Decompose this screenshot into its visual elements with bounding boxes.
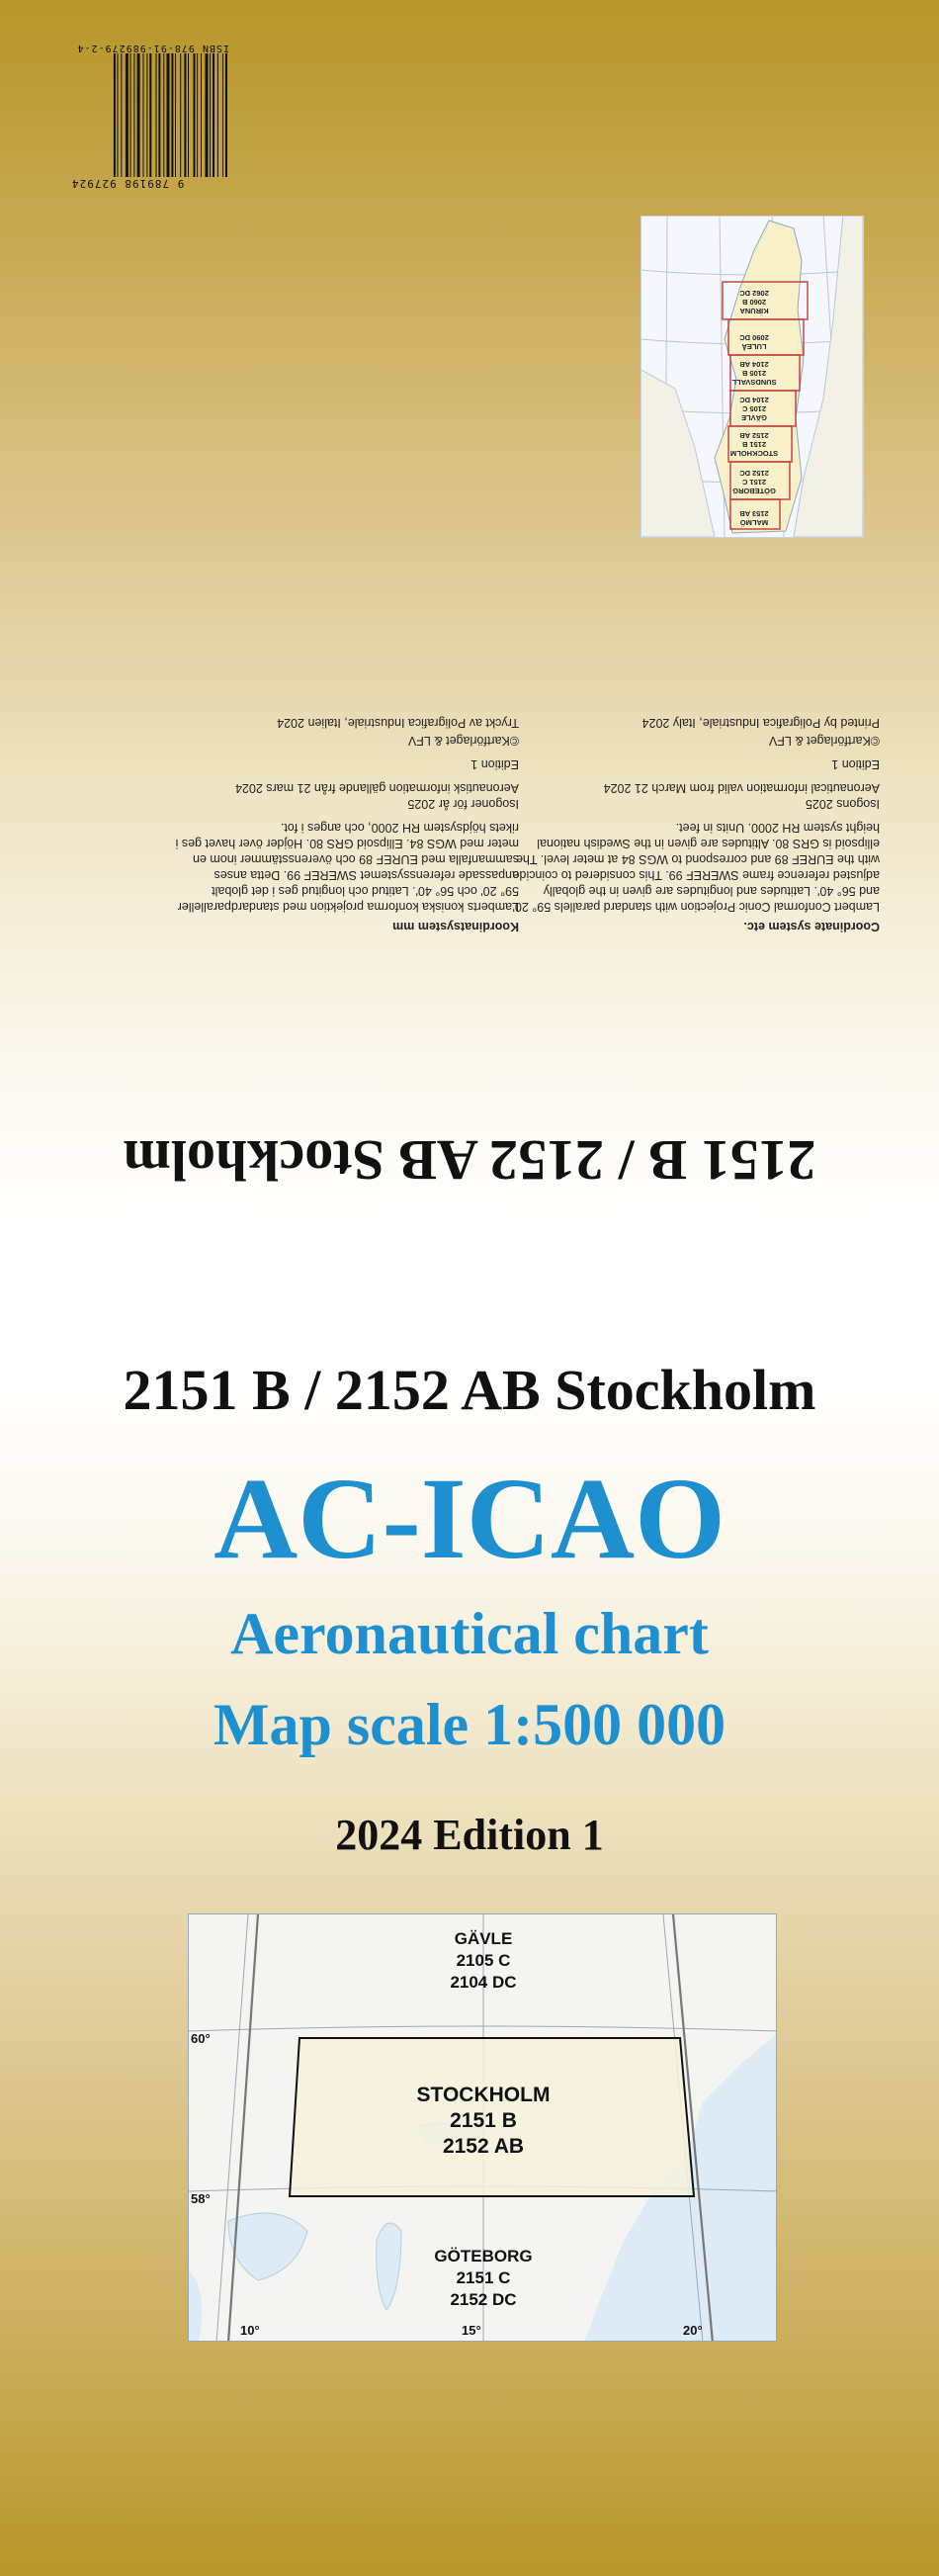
index-sheet-text: 2151 C — [741, 478, 767, 487]
index-sheet-text: 2060 B — [741, 298, 767, 307]
colophon-en-projection: Lambert Conformal Conic Projection with standard parallels 59° 20' and 56° 40'. Latitudes and longitudes are given in the globally adjusted reference frame SWEREF 99. This considered to coincide with the EUREF 89 and correspond to WGS 84 at meter level. The ellipsoid is GRS 80. Altitudes are given in the Swedish national height system RH 2000. Units in feet. — [512, 821, 880, 914]
colophon-en-edition: Edition 1 — [831, 757, 880, 771]
index-sheet-label — [715, 431, 794, 458]
colophon-sv-printer: Tryckt av Poligrafica Industriale, Italien 2024 — [277, 716, 519, 730]
north-sheet-name: GÄVLE — [454, 1929, 513, 1948]
barcode-bar — [156, 53, 157, 177]
index-sheet-text: MALMÖ — [739, 518, 769, 527]
coverage-center-label — [384, 2083, 582, 2160]
index-sheet-text: 2062 DC — [739, 289, 769, 298]
barcode-bar — [225, 53, 227, 177]
index-sheet-label — [715, 289, 794, 315]
lat-label-58: 58° — [191, 2191, 211, 2206]
coverage-map — [188, 1913, 777, 2342]
index-sheet-text: 2104 AB — [739, 360, 769, 369]
barcode-bar — [126, 53, 128, 177]
barcode-bar — [118, 53, 119, 177]
index-sheet-label — [715, 469, 794, 495]
index-sheet-text: 2105 C — [741, 404, 767, 413]
colophon-sv-edition: Edition 1 — [470, 757, 519, 771]
index-sheet-text: 2152 DC — [739, 469, 769, 478]
north-sheet-code2: 2104 DC — [450, 1973, 517, 1992]
barcode-bar — [188, 53, 189, 177]
barcode-bar — [222, 53, 223, 177]
colophon-sv-isogons: Isogoner för år 2025 — [407, 797, 519, 811]
barcode-bar — [114, 53, 116, 177]
index-sheet-text: STOCKHOLM — [729, 449, 779, 458]
barcode-bar — [201, 53, 202, 177]
barcode-bar — [158, 53, 160, 177]
barcode-bar — [213, 53, 214, 177]
barcode-bar — [206, 53, 209, 177]
colophon-english — [504, 707, 880, 934]
index-sheet-text: 2090 DC — [739, 333, 769, 342]
coverage-south-label — [394, 2246, 572, 2311]
isbn-text: ISBN 978-91-989279-2-4 — [76, 43, 229, 53]
colophon-en-heading: Coordinate system etc. — [743, 920, 880, 933]
barcode-bar — [149, 53, 151, 177]
colophon-en-copyright: ©Kartförlaget & LFV — [768, 734, 880, 748]
index-sheet-label — [715, 360, 794, 387]
title-upside-down: 2151 B / 2152 AB Stockholm — [123, 1128, 816, 1193]
index-sheet-label — [715, 333, 794, 351]
coverage-north-label — [404, 1928, 562, 1994]
barcode-bar — [184, 53, 186, 177]
south-sheet-name: GÖTEBORG — [434, 2247, 533, 2265]
index-sheet-label — [715, 396, 794, 422]
barcode-bar — [210, 53, 211, 177]
barcode-bar — [137, 53, 140, 177]
lon-label-15: 15° — [462, 2323, 481, 2338]
barcode-bar — [130, 53, 131, 177]
barcode-bar — [175, 53, 176, 177]
colophon-sv-validity: Aeronautisk information gällande från 21 mars 2024 — [235, 781, 519, 795]
barcode-bar — [143, 53, 144, 177]
center-sheet-name: STOCKHOLM — [416, 2084, 551, 2106]
lon-label-20: 20° — [683, 2323, 703, 2338]
index-sheet-text: GÄVLE — [741, 413, 767, 422]
product-subtitle: Aeronautical chart — [230, 1601, 709, 1666]
barcode-bar — [163, 53, 164, 177]
colophon-sv-heading: Koordinatsystem mm — [392, 920, 519, 933]
index-map-labels — [640, 216, 863, 537]
colophon-en-validity: Aeronautical information valid from March 21 2024 — [603, 781, 880, 795]
barcode-bar — [167, 53, 170, 177]
barcode-bar — [217, 53, 218, 177]
colophon-en-isogons: Isogons 2025 — [805, 797, 880, 811]
south-sheet-code2: 2152 DC — [450, 2290, 517, 2309]
lat-label-60: 60° — [191, 2031, 211, 2046]
index-map — [640, 216, 864, 538]
barcode-bar — [171, 53, 173, 177]
colophon-swedish — [163, 707, 519, 934]
center-sheet-code1: 2151 B — [450, 2109, 517, 2132]
index-sheet-text: 2152 AB — [739, 431, 769, 440]
north-sheet-code1: 2105 C — [456, 1951, 511, 1970]
center-sheet-code2: 2152 AB — [442, 2135, 525, 2158]
index-sheet-text: SUNDSVALL — [731, 378, 777, 387]
chart-title: 2151 B / 2152 AB Stockholm — [123, 1358, 816, 1422]
barcode-bar — [197, 53, 198, 177]
index-sheet-text: KIRUNA — [739, 307, 769, 315]
index-sheet-text: 2153 AB — [739, 509, 769, 518]
index-sheet-text: 2151 B — [741, 440, 767, 449]
barcode-bar — [194, 53, 196, 177]
index-sheet-text: 2104 DC — [739, 396, 769, 404]
map-scale: Map scale 1:500 000 — [213, 1692, 726, 1757]
isbn-barcode — [71, 43, 229, 190]
lon-label-10: 10° — [240, 2323, 260, 2338]
barcode-bar — [146, 53, 147, 177]
barcode-bars — [71, 53, 229, 177]
index-sheet-label — [715, 509, 794, 527]
index-sheet-text: 2105 B — [741, 369, 767, 378]
colophon-en-printer: Printed by Poligrafica Industriale, Italy 2024 — [641, 716, 880, 730]
barcode-bar — [180, 53, 181, 177]
edition: 2024 Edition 1 — [335, 1811, 604, 1859]
index-sheet-text: LULEÅ — [741, 342, 767, 351]
barcode-bar — [121, 53, 122, 177]
colophon-sv-copyright: ©Kartförlaget & LFV — [407, 734, 519, 748]
barcode-bar — [133, 53, 134, 177]
product-name: AC-ICAO — [213, 1454, 726, 1583]
barcode-digits: 9 789198 927924 — [71, 177, 185, 190]
colophon-sv-projection: Lamberts koniska konforma projektion med standardparalleller 59° 20' och 56° 40'. Latitud och longitud ges i det globalt anpassade referenssystemet SWEREF 99. Detta anses sammanfalla med EUREF 89 och överensstämmer inom en meter med WGS 84. Ellipsoid GRS 80. Höjder över havet ges i rikets höjdsystem RH 2000, och anges i fot. — [175, 821, 519, 914]
south-sheet-code1: 2151 C — [456, 2268, 511, 2287]
index-sheet-text: GÖTEBORG — [732, 487, 776, 495]
